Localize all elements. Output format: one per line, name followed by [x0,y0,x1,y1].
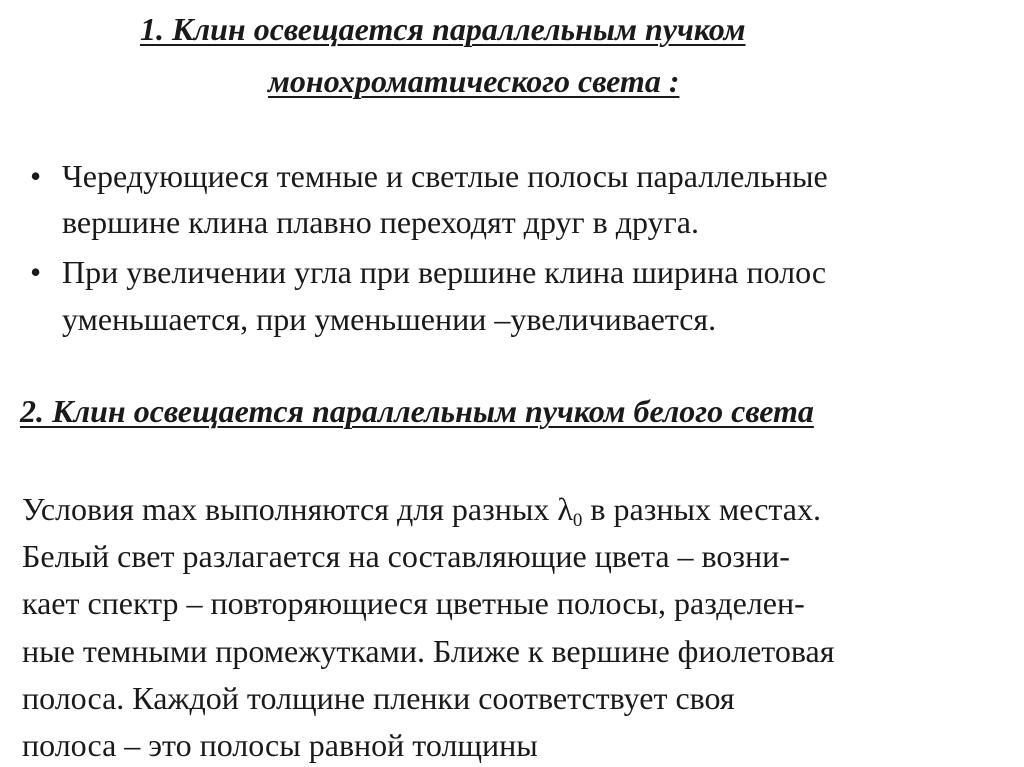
bullet-marker-2: • [30,254,42,290]
section2-title: 2. Клин освещается параллельным пучком белого света [20,393,814,429]
section2-paragraph-line3: кает спектр – повторяющиеся цветные полосы, разделен- [22,585,805,621]
bullet2-line2: уменьшается, при уменьшении –увеличивается. [62,301,717,337]
bullet1-line1: Чередующиеся темные и светлые полосы параллельные [62,158,828,194]
lambda-symbol: λ [557,491,573,527]
section1-title-line1: 1. Клин освещается параллельным пучком [140,11,746,47]
bullet2-line1: При увеличении угла при вершине клина ширина полос [62,254,827,290]
section1-title-line2: монохроматического света : [268,63,680,99]
lambda-subscript: 0 [572,510,583,531]
section2-paragraph-line5: полоса. Каждой толщине пленки соответствует своя [22,680,735,716]
para-line1-after: в разных местах. [582,491,821,527]
bullet-marker-1: • [30,158,42,194]
section2-paragraph-line4: ные темными промежутками. Ближе к вершине фиолетовая [22,633,835,669]
section2-paragraph-line1 [22,490,821,540]
para-line1-before: Условия max выполняются для разных [22,491,558,527]
section2-paragraph-line2: Белый свет разлагается на составляющие цвета – возни- [22,538,790,574]
section2-paragraph-line6: полоса – это полосы равной толщины [22,727,538,763]
bullet1-line2: вершине клина плавно переходят друг в друга. [62,204,699,240]
